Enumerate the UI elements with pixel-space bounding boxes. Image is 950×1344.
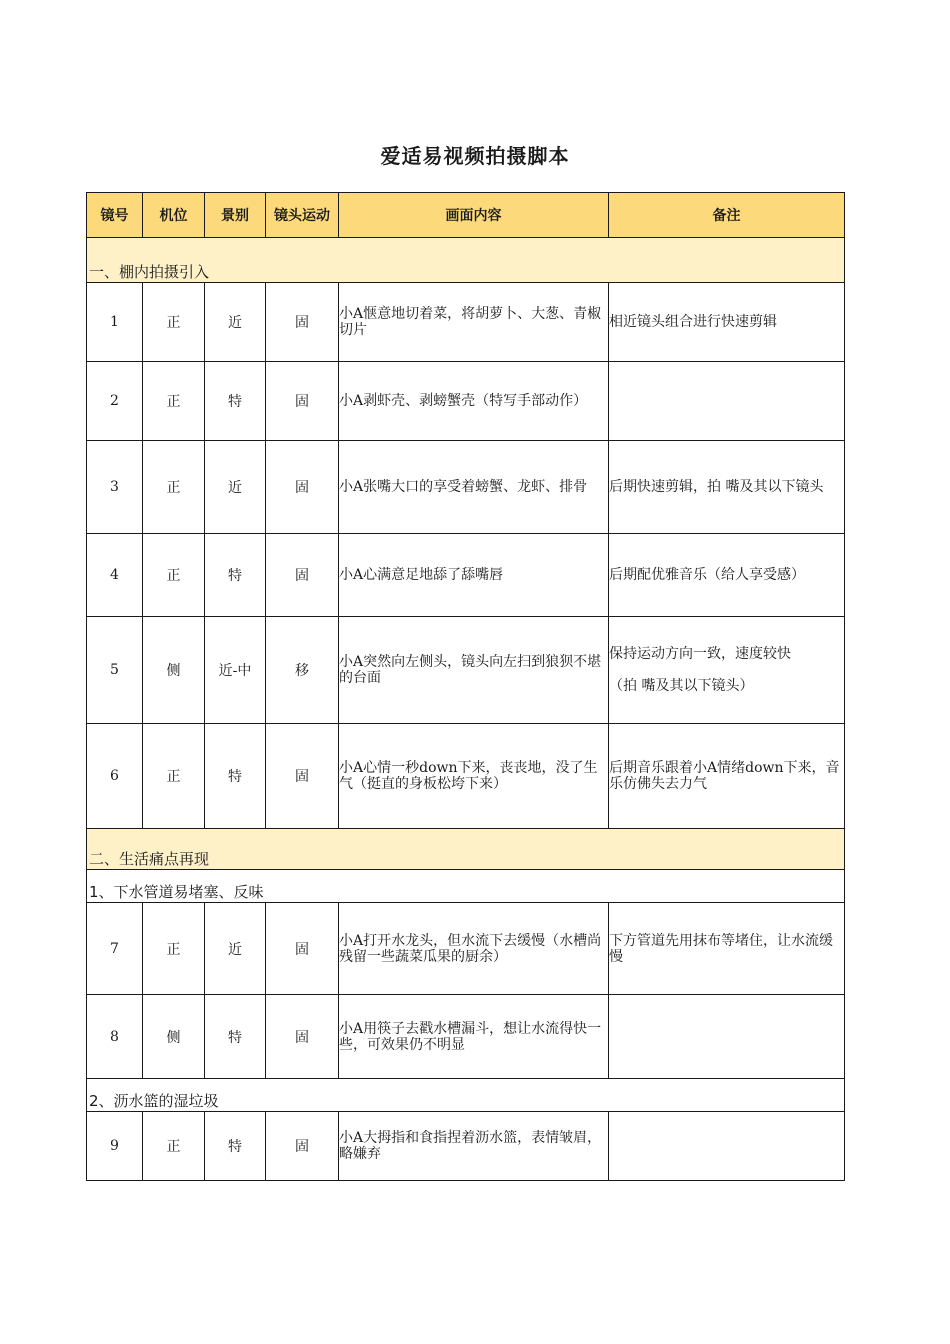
frame-content: 小A心满意足地舔了舔嘴唇 <box>339 534 609 617</box>
shot-no: 5 <box>87 617 143 724</box>
shot-scale: 特 <box>205 1112 266 1181</box>
section-row <box>87 829 845 870</box>
header-camera-movement: 镜头运动 <box>266 193 339 238</box>
shot-no: 1 <box>87 283 143 362</box>
shot-note: 保持运动方向一致，速度较快 <box>609 646 791 662</box>
camera-movement: 固 <box>266 995 339 1079</box>
shot-note: 后期快速剪辑，拍 嘴及其以下镜头 <box>609 441 845 534</box>
shot-no: 2 <box>87 362 143 441</box>
shot-note: 后期配优雅音乐（给人享受感） <box>609 534 845 617</box>
frame-content: 小A用筷子去戳水槽漏斗，想让水流得快一些，可效果仍不明显 <box>339 995 609 1079</box>
section-row <box>87 238 845 283</box>
frame-content: 小A突然向左侧头，镜头向左扫到狼狈不堪的台面 <box>339 617 609 724</box>
section-label: 一、棚内拍摄引入 <box>87 238 845 283</box>
camera-position: 正 <box>143 534 205 617</box>
shot-no: 6 <box>87 724 143 829</box>
table-row <box>87 617 845 724</box>
shot-no: 8 <box>87 995 143 1079</box>
shot-note <box>609 995 845 1079</box>
table-row <box>87 724 845 829</box>
camera-position: 侧 <box>143 995 205 1079</box>
header-frame-content: 画面内容 <box>339 193 609 238</box>
camera-position: 正 <box>143 283 205 362</box>
shot-scale: 特 <box>205 995 266 1079</box>
header-shot-no: 镜号 <box>87 193 143 238</box>
shot-scale: 近 <box>205 283 266 362</box>
frame-content: 小A剥虾壳、剥螃蟹壳（特写手部动作） <box>339 362 609 441</box>
frame-content: 小A打开水龙头，但水流下去缓慢（水槽尚残留一些蔬菜瓜果的厨余） <box>339 903 609 995</box>
header-shot-scale: 景别 <box>205 193 266 238</box>
table-row <box>87 903 845 995</box>
subsection-row <box>87 870 845 903</box>
shot-scale: 特 <box>205 534 266 617</box>
frame-content: 小A张嘴大口的享受着螃蟹、龙虾、排骨 <box>339 441 609 534</box>
camera-movement: 固 <box>266 283 339 362</box>
table-row <box>87 441 845 534</box>
camera-movement: 固 <box>266 362 339 441</box>
camera-movement: 固 <box>266 903 339 995</box>
camera-position: 正 <box>143 1112 205 1181</box>
camera-movement: 固 <box>266 441 339 534</box>
shot-scale: 近-中 <box>205 617 266 724</box>
subsection-row <box>87 1079 845 1112</box>
shot-note-cell <box>609 617 845 724</box>
camera-position: 正 <box>143 903 205 995</box>
header-row <box>87 193 845 238</box>
table-row <box>87 534 845 617</box>
shot-no: 9 <box>87 1112 143 1181</box>
shot-no: 4 <box>87 534 143 617</box>
shot-no: 7 <box>87 903 143 995</box>
shot-scale: 特 <box>205 362 266 441</box>
subsection-label: 1、下水管道易堵塞、反味 <box>87 870 845 903</box>
shot-note: 相近镜头组合进行快速剪辑 <box>609 283 845 362</box>
shot-scale: 特 <box>205 724 266 829</box>
shot-note <box>609 1112 845 1181</box>
section-label: 二、生活痛点再现 <box>87 829 845 870</box>
subsection-label: 2、沥水篮的湿垃圾 <box>87 1079 845 1112</box>
table-row <box>87 283 845 362</box>
camera-movement: 移 <box>266 617 339 724</box>
header-notes: 备注 <box>609 193 845 238</box>
shot-note: 后期音乐跟着小A情绪down下来，音乐仿佛失去力气 <box>609 724 845 829</box>
camera-movement: 固 <box>266 1112 339 1181</box>
camera-position: 正 <box>143 724 205 829</box>
frame-content: 小A大拇指和食指捏着沥水篮，表情皱眉，略嫌弃 <box>339 1112 609 1181</box>
shot-note: 下方管道先用抹布等堵住，让水流缓慢 <box>609 903 845 995</box>
shot-note-secondary: （拍 嘴及其以下镜头） <box>609 678 754 694</box>
shot-no: 3 <box>87 441 143 534</box>
camera-movement: 固 <box>266 534 339 617</box>
camera-position: 正 <box>143 441 205 534</box>
table-row <box>87 995 845 1079</box>
header-camera-position: 机位 <box>143 193 205 238</box>
camera-position: 正 <box>143 362 205 441</box>
table-row <box>87 362 845 441</box>
frame-content: 小A惬意地切着菜，将胡萝卜、大葱、青椒切片 <box>339 283 609 362</box>
shot-note <box>609 362 845 441</box>
shot-scale: 近 <box>205 441 266 534</box>
camera-position: 侧 <box>143 617 205 724</box>
page-title: 爱适易视频拍摄脚本 <box>380 144 570 168</box>
shot-scale: 近 <box>205 903 266 995</box>
table-row <box>87 1112 845 1181</box>
shooting-script-table <box>86 192 845 1181</box>
frame-content: 小A心情一秒down下来，丧丧地，没了生气（挺直的身板松垮下来） <box>339 724 609 829</box>
camera-movement: 固 <box>266 724 339 829</box>
